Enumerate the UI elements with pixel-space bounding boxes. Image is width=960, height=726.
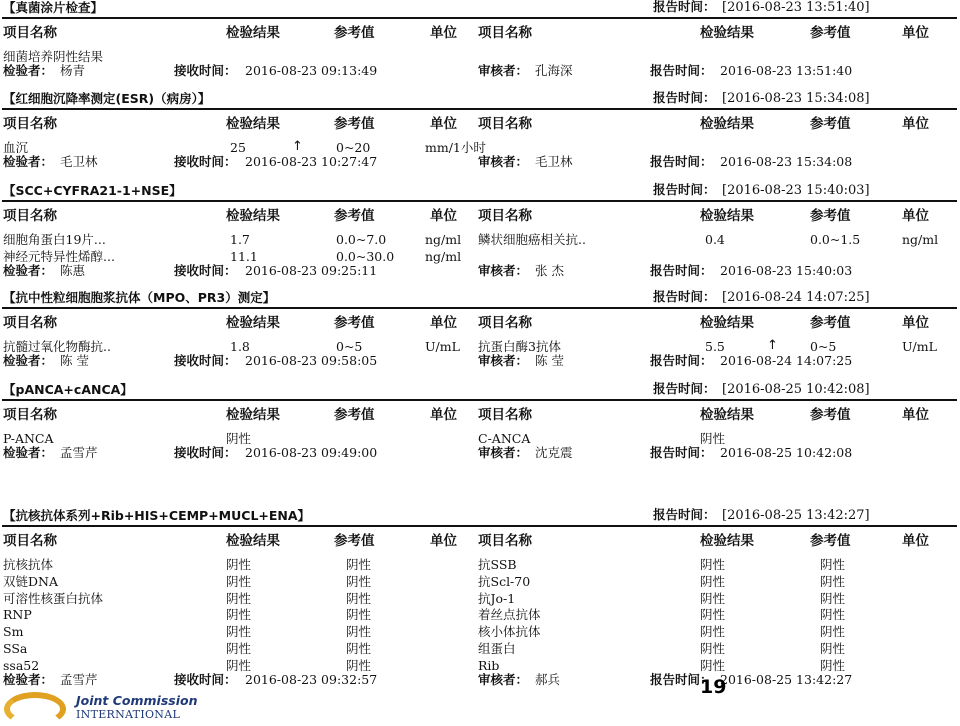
tester-name: 陈惠 <box>60 262 86 278</box>
column-header-item: 项目名称 <box>3 116 57 132</box>
test-item-name: 抗SSB <box>478 557 517 572</box>
column-header-item: 项目名称 <box>3 533 57 549</box>
section-title: 【红细胞沉降率测定(ESR)（病房）】 <box>3 91 211 106</box>
test-item-name: Rib <box>478 657 500 673</box>
test-item-name: 抗Scl-70 <box>478 573 531 589</box>
test-item-name: 细胞角蛋白19片... <box>3 232 106 247</box>
column-header-result: 检验结果 <box>700 407 754 423</box>
tester-label: 检验者： <box>3 153 54 169</box>
reference-range: 0.0~1.5 <box>810 232 861 247</box>
test-item-name: RNP <box>3 607 32 623</box>
report-time-value: 2016-08-25 10:42:08 <box>720 444 853 460</box>
column-header-ref: 参考值 <box>334 208 375 224</box>
reference-range: 阴性 <box>820 557 846 572</box>
test-item-name: 着丝点抗体 <box>478 607 541 623</box>
high-flag-icon: ↑ <box>292 139 303 154</box>
column-header-unit: 单位 <box>902 315 929 331</box>
test-item-name: 抗髓过氧化物酶抗.. <box>3 339 111 354</box>
reference-range: 阴性 <box>346 624 372 640</box>
reviewer-label: 审核者： <box>478 352 529 368</box>
column-header-ref: 参考值 <box>810 116 851 132</box>
result-unit: U/mL <box>425 339 460 354</box>
reviewer-label: 审核者： <box>478 62 529 78</box>
reference-range: 阴性 <box>346 641 372 656</box>
test-result: 阴性 <box>226 573 252 589</box>
column-header-result: 检验结果 <box>700 116 754 132</box>
receive-time-label: 接收时间： <box>174 262 237 278</box>
test-result: 阴性 <box>700 607 726 623</box>
tester-name: 杨青 <box>60 62 86 78</box>
receive-time-label: 接收时间： <box>174 352 237 368</box>
section-title: 【pANCA+cANCA】 <box>3 382 133 397</box>
result-unit: ng/ml <box>425 232 462 247</box>
receive-time-label: 接收时间： <box>174 444 237 460</box>
reviewer-name: 孔海深 <box>535 62 573 78</box>
column-header-result: 检验结果 <box>226 407 280 423</box>
reference-range: 阴性 <box>346 557 372 572</box>
test-item-name: 抗核抗体 <box>3 557 54 572</box>
column-header-ref: 参考值 <box>810 25 851 41</box>
column-header-unit: 单位 <box>430 116 457 132</box>
reference-range: 阴性 <box>820 607 846 623</box>
receive-time-value: 2016-08-23 09:13:49 <box>245 62 378 78</box>
section-divider <box>2 399 957 401</box>
high-flag-icon: ↑ <box>767 338 778 353</box>
reviewer-name: 张 杰 <box>535 262 564 278</box>
column-header-item: 项目名称 <box>3 208 57 224</box>
tester-label: 检验者： <box>3 62 54 78</box>
reference-range: 0~20 <box>336 140 371 155</box>
test-item-name: Sm <box>3 624 24 640</box>
report-time-value: 2016-08-25 13:42:27 <box>720 671 853 687</box>
column-header-result: 检验结果 <box>700 533 754 549</box>
reference-range: 阴性 <box>820 624 846 640</box>
section-title: 【抗中性粒细胞胞浆抗体（MPO、PR3）测定】 <box>3 290 276 305</box>
reviewer-label: 审核者： <box>478 671 529 687</box>
column-header-item: 项目名称 <box>478 407 532 423</box>
report-time-value: [2016-08-23 15:40:03] <box>722 183 870 198</box>
logo-name: Joint Commission <box>76 693 198 708</box>
test-item-name: C-ANCA <box>478 431 531 446</box>
column-header-unit: 单位 <box>430 407 457 423</box>
test-item-name: 组蛋白 <box>478 641 516 656</box>
test-result: 阴性 <box>226 641 252 656</box>
test-result: 阴性 <box>700 657 726 673</box>
column-header-unit: 单位 <box>430 533 457 549</box>
test-result: 5.5 <box>705 339 725 354</box>
receive-time-value: 2016-08-23 09:32:57 <box>245 671 378 687</box>
report-time-label: 报告时间： <box>653 90 716 105</box>
test-result: 1.7 <box>230 232 250 247</box>
logo-subtitle: INTERNATIONAL <box>76 708 181 721</box>
test-result: 阴性 <box>700 590 726 606</box>
report-time-label: 报告时间： <box>650 444 713 460</box>
column-header-item: 项目名称 <box>3 407 57 423</box>
test-result: 阴性 <box>226 657 252 673</box>
test-result: 0.4 <box>705 232 725 247</box>
column-header-ref: 参考值 <box>810 208 851 224</box>
column-header-ref: 参考值 <box>334 315 375 331</box>
report-time-value: [2016-08-25 13:42:27] <box>722 508 870 523</box>
column-header-result: 检验结果 <box>226 25 280 41</box>
report-time-label: 报告时间： <box>650 62 713 78</box>
reference-range: 阴性 <box>820 590 846 606</box>
column-header-result: 检验结果 <box>226 315 280 331</box>
page-number: 19 <box>700 676 727 698</box>
reviewer-name: 陈 莹 <box>535 352 564 368</box>
report-time-value: 2016-08-23 15:40:03 <box>720 262 853 278</box>
reference-range: 0~5 <box>336 339 363 354</box>
column-header-ref: 参考值 <box>810 533 851 549</box>
test-item-name: 神经元特异性烯醇... <box>3 248 115 264</box>
column-header-item: 项目名称 <box>478 116 532 132</box>
result-unit: ng/ml <box>425 248 462 264</box>
test-item-name: ssa52 <box>3 657 40 673</box>
test-item-name: 核小体抗体 <box>478 624 541 640</box>
column-header-result: 检验结果 <box>700 25 754 41</box>
report-time-value: [2016-08-24 14:07:25] <box>722 290 870 305</box>
test-result: 阴性 <box>700 557 726 572</box>
report-time-label: 报告时间： <box>653 289 716 304</box>
column-header-item: 项目名称 <box>478 315 532 331</box>
test-result: 25 <box>230 140 246 155</box>
test-result: 阴性 <box>700 431 726 446</box>
test-result: 阴性 <box>700 624 726 640</box>
column-header-ref: 参考值 <box>334 407 375 423</box>
section-title: 【SCC+CYFRA21-1+NSE】 <box>3 183 182 198</box>
column-header-result: 检验结果 <box>226 116 280 132</box>
test-item-name: 血沉 <box>3 140 29 155</box>
report-time-value: [2016-08-23 13:51:40] <box>722 0 870 15</box>
column-header-unit: 单位 <box>902 25 929 41</box>
tester-name: 陈 莹 <box>60 352 89 368</box>
column-header-unit: 单位 <box>902 533 929 549</box>
section-divider <box>2 108 957 110</box>
report-time-label: 报告时间： <box>650 671 713 687</box>
test-result: 阴性 <box>226 590 252 606</box>
report-time-label: 报告时间： <box>653 507 716 522</box>
section-divider <box>2 17 957 19</box>
receive-time-value: 2016-08-23 09:49:00 <box>245 444 378 460</box>
section-divider <box>2 525 957 527</box>
report-time-label: 报告时间： <box>653 182 716 197</box>
test-item-name: 抗Jo-1 <box>478 590 516 606</box>
tester-name: 孟雪芹 <box>60 671 98 687</box>
report-time-value: [2016-08-23 15:34:08] <box>722 91 870 106</box>
report-time-label: 报告时间： <box>653 0 716 14</box>
reviewer-label: 审核者： <box>478 153 529 169</box>
section-title: 【抗核抗体系列+Rib+HIS+CEMP+MUCL+ENA】 <box>3 508 311 523</box>
test-item-name: SSa <box>3 641 28 656</box>
report-time-value: 2016-08-23 13:51:40 <box>720 62 853 78</box>
reference-range: 阴性 <box>346 573 372 589</box>
receive-time-value: 2016-08-23 09:25:11 <box>245 262 378 278</box>
receive-time-label: 接收时间： <box>174 153 237 169</box>
column-header-result: 检验结果 <box>226 208 280 224</box>
reference-range: 阴性 <box>820 641 846 656</box>
column-header-item: 项目名称 <box>478 208 532 224</box>
report-time-label: 报告时间： <box>650 153 713 169</box>
test-item-name: 可溶性核蛋白抗体 <box>3 590 104 606</box>
test-result: 阴性 <box>700 573 726 589</box>
section-divider <box>2 307 957 309</box>
receive-time-label: 接收时间： <box>174 62 237 78</box>
reviewer-label: 审核者： <box>478 262 529 278</box>
column-header-result: 检验结果 <box>226 533 280 549</box>
column-header-unit: 单位 <box>902 208 929 224</box>
report-time-label: 报告时间： <box>650 352 713 368</box>
jci-logo <box>4 692 198 721</box>
test-result: 阴性 <box>700 641 726 656</box>
result-unit: mm/1小时 <box>425 140 486 155</box>
column-header-unit: 单位 <box>430 25 457 41</box>
receive-time-value: 2016-08-23 10:27:47 <box>245 153 378 169</box>
tester-name: 孟雪芹 <box>60 444 98 460</box>
receive-time-value: 2016-08-23 09:58:05 <box>245 352 378 368</box>
column-header-unit: 单位 <box>902 407 929 423</box>
report-time-value: 2016-08-24 14:07:25 <box>720 352 853 368</box>
column-header-result: 检验结果 <box>700 208 754 224</box>
result-unit: U/mL <box>902 339 937 354</box>
column-header-item: 项目名称 <box>3 315 57 331</box>
tester-label: 检验者： <box>3 352 54 368</box>
reference-range: 阴性 <box>346 607 372 623</box>
column-header-ref: 参考值 <box>334 25 375 41</box>
tester-label: 检验者： <box>3 671 54 687</box>
column-header-item: 项目名称 <box>3 25 57 41</box>
test-item-name: P-ANCA <box>3 431 54 446</box>
test-item-name: 抗蛋白酶3抗体 <box>478 339 561 354</box>
test-result: 11.1 <box>230 248 258 264</box>
section-title: 【真菌涂片检查】 <box>3 0 104 15</box>
report-time-label: 报告时间： <box>653 381 716 396</box>
column-header-result: 检验结果 <box>700 315 754 331</box>
tester-label: 检验者： <box>3 444 54 460</box>
reference-range: 阴性 <box>346 657 372 673</box>
column-header-item: 项目名称 <box>478 25 532 41</box>
test-item-name: 鳞状细胞癌相关抗.. <box>478 232 586 247</box>
reference-range: 阴性 <box>820 657 846 673</box>
result-unit: ng/ml <box>902 232 939 247</box>
test-item-name: 细菌培养阴性结果 <box>3 49 104 64</box>
reviewer-name: 郝兵 <box>535 671 561 687</box>
column-header-ref: 参考值 <box>810 315 851 331</box>
column-header-unit: 单位 <box>430 315 457 331</box>
test-item-name: 双链DNA <box>3 573 58 589</box>
reviewer-label: 审核者： <box>478 444 529 460</box>
logo-seal-icon <box>4 692 66 726</box>
reference-range: 阴性 <box>820 573 846 589</box>
reference-range: 0~5 <box>810 339 837 354</box>
test-result: 阴性 <box>226 557 252 572</box>
report-time-value: [2016-08-25 10:42:08] <box>722 382 870 397</box>
report-time-value: 2016-08-23 15:34:08 <box>720 153 853 169</box>
column-header-ref: 参考值 <box>334 533 375 549</box>
column-header-unit: 单位 <box>902 116 929 132</box>
test-result: 1.8 <box>230 339 250 354</box>
column-header-item: 项目名称 <box>478 533 532 549</box>
tester-name: 毛卫林 <box>60 153 98 169</box>
column-header-unit: 单位 <box>430 208 457 224</box>
section-divider <box>2 200 957 202</box>
reference-range: 0.0~30.0 <box>336 248 395 264</box>
column-header-ref: 参考值 <box>334 116 375 132</box>
reference-range: 0.0~7.0 <box>336 232 387 247</box>
reviewer-name: 毛卫林 <box>535 153 573 169</box>
reviewer-name: 沈克震 <box>535 444 573 460</box>
test-result: 阴性 <box>226 607 252 623</box>
receive-time-label: 接收时间： <box>174 671 237 687</box>
tester-label: 检验者： <box>3 262 54 278</box>
column-header-ref: 参考值 <box>810 407 851 423</box>
report-time-label: 报告时间： <box>650 262 713 278</box>
test-result: 阴性 <box>226 431 252 446</box>
reference-range: 阴性 <box>346 590 372 606</box>
test-result: 阴性 <box>226 624 252 640</box>
